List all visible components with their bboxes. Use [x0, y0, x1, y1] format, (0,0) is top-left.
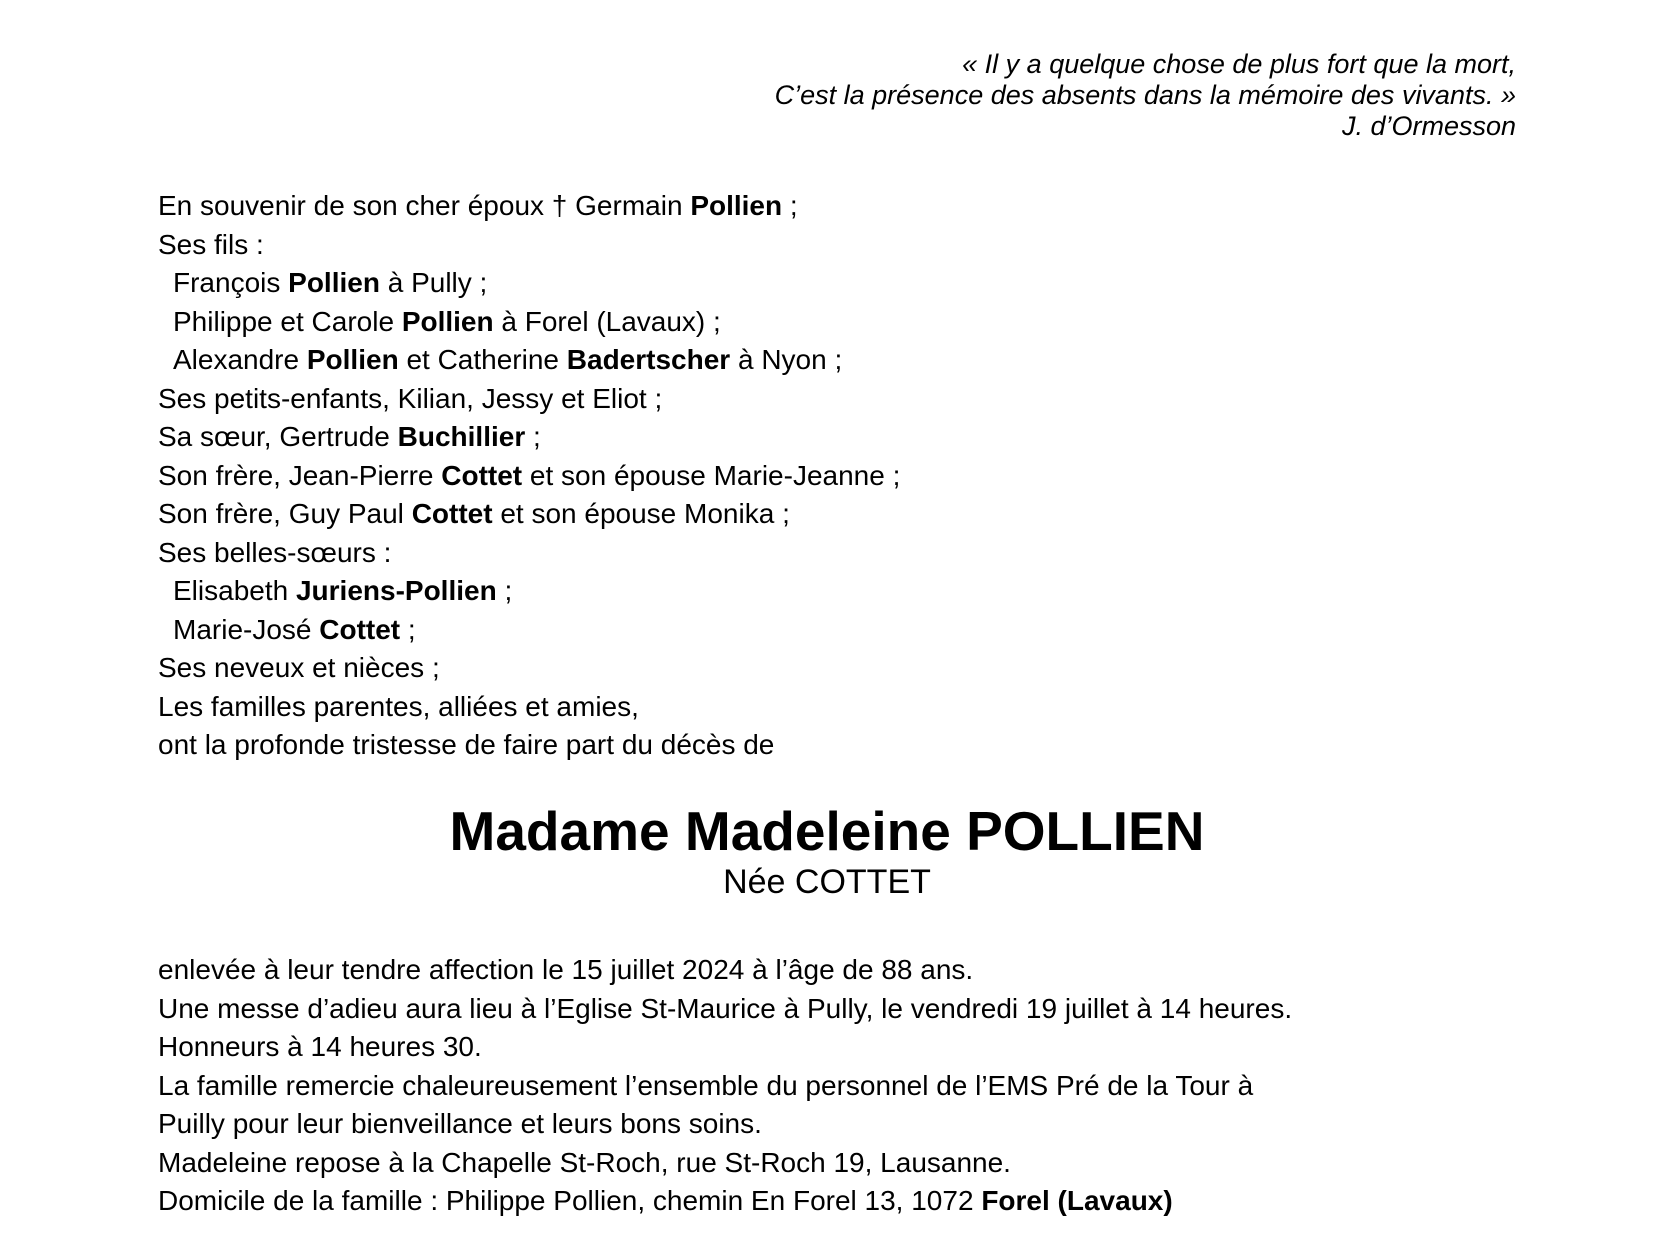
body-line	[158, 1144, 1292, 1183]
text-segment: enlevée à leur tendre affection le 15 juillet 2024 à l’âge de 88 ans.	[158, 954, 974, 985]
body-line	[158, 1028, 1292, 1067]
text-segment: La famille remercie chaleureusement l’ensemble du personnel de l’EMS Pré de la Tour à	[158, 1069, 1254, 1101]
text-segment: Une messe d’adieu aura lieu à l’Eglise St-Maurice à Pully, le vendredi 19 juillet à 14 heures.	[158, 992, 1293, 1024]
body-line	[158, 1182, 1292, 1221]
name-emphasis: Pollien	[401, 305, 494, 337]
deceased-title-block	[0, 802, 1654, 904]
name-emphasis: Buchillier	[397, 421, 526, 452]
text-segment: Philippe et Carole	[173, 305, 402, 337]
maiden-name: Née COTTET	[723, 863, 931, 901]
name-emphasis: Cottet	[319, 613, 401, 645]
text-segment: Alexandre	[173, 344, 307, 375]
name-emphasis: Badertscher	[566, 344, 731, 375]
text-segment: Puilly pour leur bienveillance et leurs bons soins.	[158, 1108, 762, 1139]
body-line	[158, 187, 900, 226]
text-segment: Son frère, Jean-Pierre	[158, 459, 442, 491]
body-line	[158, 457, 900, 496]
family-list-paragraph	[158, 187, 900, 765]
body-line	[158, 1067, 1292, 1106]
name-emphasis: Pollien	[306, 344, 399, 375]
body-line	[158, 264, 900, 303]
text-segment: En souvenir de son cher époux † Germain	[158, 190, 691, 221]
text-segment: Ses fils :	[158, 228, 264, 260]
name-emphasis: Juriens-Pollien	[295, 575, 497, 606]
name-emphasis: Forel (Lavaux)	[981, 1185, 1173, 1216]
text-segment: Domicile de la famille : Philippe Pollien, chemin En Forel 13, 1072	[158, 1185, 982, 1216]
text-segment: Les familles parentes, alliées et amies,	[158, 690, 639, 722]
body-line	[158, 418, 900, 457]
text-segment: à Forel (Lavaux) ;	[493, 305, 721, 337]
quote-line: C’est la présence des absents dans la mémoire des vivants. »	[774, 80, 1516, 110]
body-line	[158, 341, 900, 380]
text-segment: ;	[525, 421, 541, 452]
text-segment: Madeleine repose à la Chapelle St-Roch, rue St-Roch 19, Lausanne.	[158, 1146, 1011, 1178]
text-segment: ;	[782, 190, 798, 221]
body-line	[158, 951, 1292, 990]
text-segment: Ses neveux et nièces ;	[158, 652, 440, 683]
name-emphasis: Cottet	[441, 459, 523, 491]
epigraph-quote	[775, 49, 1516, 142]
name-emphasis: Cottet	[411, 498, 493, 529]
quote-attribution: J. d’Ormesson	[1341, 111, 1516, 141]
body-line	[158, 688, 900, 727]
body-line	[158, 534, 900, 573]
body-line	[158, 990, 1292, 1029]
text-segment: ont la profonde tristesse de faire part du décès de	[158, 729, 775, 760]
text-segment: Elisabeth	[173, 575, 296, 606]
body-line	[158, 380, 900, 419]
body-line	[158, 1105, 1292, 1144]
funeral-details-paragraph	[158, 951, 1292, 1221]
text-segment: Honneurs à 14 heures 30.	[158, 1031, 482, 1062]
text-segment: ;	[496, 575, 513, 606]
text-segment: à Pully ;	[379, 267, 488, 298]
text-segment: François	[173, 267, 289, 298]
body-line	[158, 226, 900, 265]
text-segment: et son épouse Marie-Jeanne ;	[522, 459, 901, 491]
body-line	[158, 495, 900, 534]
name-emphasis: Pollien	[690, 190, 783, 221]
text-segment: ;	[400, 613, 416, 645]
text-segment: Ses petits-enfants, Kilian, Jessy et Eliot ;	[158, 382, 663, 414]
text-segment: Sa sœur, Gertrude	[158, 421, 398, 452]
text-segment: Marie-José	[173, 613, 320, 645]
body-line	[158, 611, 900, 650]
text-segment: Ses belles-sœurs :	[158, 536, 392, 568]
text-segment: Son frère, Guy Paul	[158, 498, 412, 529]
text-segment: à Nyon ;	[730, 344, 843, 375]
body-line	[158, 572, 900, 611]
text-segment: et son épouse Monika ;	[492, 498, 790, 529]
quote-line: « Il y a quelque chose de plus fort que la mort,	[962, 49, 1516, 79]
body-line	[158, 649, 900, 688]
deceased-name: Madame Madeleine POLLIEN	[449, 800, 1205, 862]
name-emphasis: Pollien	[288, 267, 380, 298]
body-line	[158, 726, 900, 765]
text-segment: et Catherine	[398, 344, 567, 375]
body-line	[158, 303, 900, 342]
